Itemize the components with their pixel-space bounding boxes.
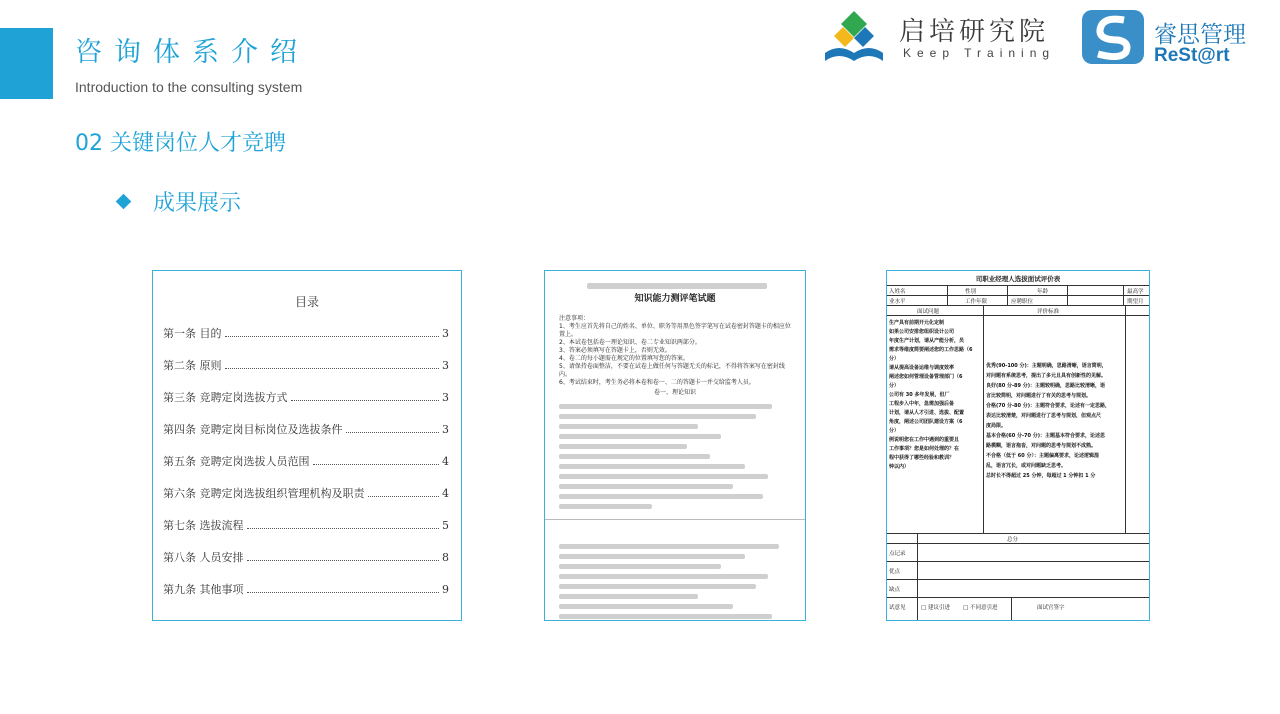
eval-question-line: 角度，阐述公司团队建设方案（6 <box>889 419 963 425</box>
eval-criteria-line: 乱，语言冗长，或对问题缺乏思考。 <box>986 463 1067 469</box>
section-title: 02 关键岗位人才竞聘 <box>75 131 286 156</box>
eval-question-line: 例说明您在工作中遇到的重要且 <box>889 437 960 443</box>
toc-item-page: 3 <box>442 359 449 372</box>
restart-emblem-icon <box>1080 8 1146 66</box>
toc-leader-dots <box>368 496 440 497</box>
toc-item-label: 第九条 其他事项 <box>163 583 244 596</box>
eval-question-line: 工作事项？您是如何处理的？在 <box>889 446 960 452</box>
eval-question-line: 钟以内） <box>889 464 910 470</box>
evaluation-form-thumbnail <box>886 270 1150 621</box>
exam-title: 知识能力测评笔试题 <box>634 294 716 304</box>
toc-leader-dots <box>247 528 440 529</box>
eval-question-line: 分） <box>889 428 900 434</box>
eval-question-line: 分） <box>889 356 900 362</box>
keep-training-emblem-icon <box>823 9 885 65</box>
toc-item-page: 3 <box>442 327 449 340</box>
eval-question-line: 计划，请从人才引进、选拔、配置 <box>889 410 965 416</box>
eval-criteria-line: 不合格（低于 60 分）：主题偏离要求，论述逻辑混 <box>986 453 1099 459</box>
toc-item <box>163 357 449 389</box>
logo2-brand: ReSt@rt <box>1154 45 1230 66</box>
eval-header-question: 面试问题 <box>917 309 940 315</box>
eval-question-line: 阐述您如何管理设备管理部门（6 <box>889 374 963 380</box>
exam-notes <box>559 315 795 387</box>
eval-criteria-line: 良好(80 分-89 分)：主题较明确，思路比较清晰，语 <box>986 383 1106 389</box>
toc-item-page: 4 <box>442 455 449 468</box>
eval-question-line: 分） <box>889 383 900 389</box>
eval-criteria-line: 优秀(90-100 分)：主题明确，思路清晰，语言简明， <box>986 363 1107 369</box>
toc-document-thumbnail <box>152 270 462 621</box>
eval-criteria-line: 度局限。 <box>986 423 1007 429</box>
header-accent-block <box>0 28 53 99</box>
toc-leader-dots <box>247 560 440 561</box>
toc-item <box>163 581 449 613</box>
toc-item-label: 第三条 竞聘定岗选拔方式 <box>163 391 288 404</box>
keep-training-logo <box>823 9 1073 67</box>
diamond-bullet-icon <box>116 194 132 210</box>
eval-total-label: 总分 <box>1007 537 1019 543</box>
toc-leader-dots <box>247 592 440 593</box>
bullet-text: 成果展示 <box>153 191 242 216</box>
eval-interviewer-label: 面试官签字 <box>1037 605 1065 611</box>
toc-item-page: 3 <box>442 423 449 436</box>
toc-list <box>163 325 449 613</box>
toc-item-label: 第七条 选拔流程 <box>163 519 244 532</box>
exam-document-thumbnail <box>544 270 806 621</box>
exam-section-title: 卷一、理论知识 <box>653 389 696 396</box>
toc-leader-dots <box>225 336 440 337</box>
toc-item <box>163 485 449 517</box>
eval-title: 司职业经理人选拔面试评价表 <box>975 275 1061 283</box>
eval-field-age: 年龄 <box>1037 289 1049 295</box>
eval-criteria-line: 对问题有系统思考，提出了多元且具有创新性的见解。 <box>986 373 1107 379</box>
eval-weaknesses-label: 缺点 <box>889 587 901 593</box>
toc-item-label: 第四条 竞聘定岗目标岗位及选拔条件 <box>163 423 343 436</box>
toc-title: 目录 <box>294 295 319 309</box>
exam-note: 1、考生应首先将自己的姓名、单位、职务等用黑色签字笔写在试卷密封答题卡的相应位置上。 <box>559 323 791 338</box>
exam-note: 6、考试结束时，考生务必将本卷和卷一、二的答题卡一并交给监考人员。 <box>559 379 755 386</box>
eval-question-line: 公司有 30 多年发展，但厂 <box>889 392 950 398</box>
toc-leader-dots <box>291 400 440 401</box>
toc-item <box>163 549 449 581</box>
exam-notes-heading: 注意事项： <box>559 315 590 322</box>
toc-item <box>163 453 449 485</box>
toc-leader-dots <box>313 464 440 465</box>
toc-item <box>163 421 449 453</box>
eval-question-line: 程中获得了哪些经验和教训？ <box>889 455 955 461</box>
toc-item-page: 3 <box>442 391 449 404</box>
toc-item-page: 4 <box>442 487 449 500</box>
toc-item-page: 8 <box>442 551 449 564</box>
eval-result-label: 试意见 <box>889 605 906 611</box>
toc-item <box>163 325 449 357</box>
eval-header-criteria: 评价标准 <box>1037 309 1060 315</box>
eval-field-name: 入姓名 <box>889 289 906 295</box>
eval-criteria-line: 表达比较清楚，对问题进行了思考与规划，但观点尺 <box>986 413 1102 419</box>
toc-item-label: 第二条 原则 <box>163 359 222 372</box>
eval-field-years: 工作年限 <box>965 299 988 305</box>
toc-item-page: 5 <box>442 519 449 532</box>
logo2-name: 睿思管理 <box>1154 22 1246 48</box>
toc-item-label: 第六条 竞聘定岗选拔组织管理机构及职责 <box>163 487 365 500</box>
eval-criteria-line: 总时长不得超过 25 分钟，每超过 1 分钟扣 1 分 <box>986 473 1096 479</box>
eval-question-line: 生产具有前期开元化定制 <box>889 320 945 326</box>
exam-note: 4、卷二的每小题需在规定的位置填写您的答案。 <box>559 355 689 362</box>
eval-field-position: 应聘职位 <box>1011 299 1034 305</box>
eval-question-line: 需求等维度简要阐述您的工作思路（6 <box>889 347 973 353</box>
eval-notes-label: 点记录 <box>889 551 906 557</box>
toc-item-label: 第八条 人员安排 <box>163 551 244 564</box>
toc-item <box>163 517 449 549</box>
eval-criteria <box>986 361 1124 481</box>
eval-criteria-line: 合格(70 分-80 分)：主题符合要求，论述有一定思路， <box>986 403 1111 409</box>
eval-grid <box>887 285 1149 620</box>
exam-note: 2、本试卷包括卷一理论知识、卷二专业知识两部分。 <box>559 339 701 346</box>
eval-question-line: 请从提高设备运维与调度效率 <box>889 365 955 371</box>
eval-questions <box>889 319 982 472</box>
page-break-line <box>545 519 805 520</box>
toc-item-label: 第五条 竞聘定岗选拔人员范围 <box>163 455 310 468</box>
eval-criteria-line: 言比较简明，对问题进行了有关的思考与规划。 <box>986 393 1092 399</box>
page-subtitle: Introduction to the consulting system <box>75 79 303 95</box>
exam-note: 3、答案必须填写在答题卡上，否则无效。 <box>559 347 671 354</box>
bullet-heading <box>118 186 241 217</box>
eval-criteria-line: 路模糊，语言拖沓，对问题的思考与规划不成熟。 <box>986 443 1097 449</box>
eval-question-line: 工程步入中年，急需加强后备 <box>889 401 955 407</box>
page-title: 咨询体系介绍 <box>75 37 309 68</box>
exam-blurred-questions-2 <box>559 539 791 621</box>
exam-blurred-questions <box>559 399 791 514</box>
logo1-name: 启培研究院 <box>899 17 1050 47</box>
eval-option-reject: □ 不同意引进 <box>963 605 998 611</box>
toc-item-label: 第一条 目的 <box>163 327 222 340</box>
toc-leader-dots <box>225 368 440 369</box>
eval-criteria-line: 基本合格(60 分-70 分)：主题基本符合要求，论述思 <box>986 433 1106 439</box>
eval-strengths-label: 优点 <box>889 569 901 575</box>
blurred-header <box>587 283 767 289</box>
eval-field-gender: 性别 <box>965 289 977 295</box>
eval-question-line: 如果公司安排您组织设计公司 <box>889 329 955 335</box>
eval-option-hire: □ 建议引进 <box>921 605 950 611</box>
toc-item-page: 9 <box>442 583 449 596</box>
logo1-slogan: Keep Training <box>903 46 1056 60</box>
exam-note: 5、请保持卷面整洁，不要在试卷上做任何与答题无关的标记，不得将答案写在密封线内。 <box>559 363 785 378</box>
eval-field-level: 业水平 <box>889 299 906 305</box>
eval-question-line: 年度生产计划，请从产能分析，员 <box>889 338 965 344</box>
toc-leader-dots <box>346 432 440 433</box>
eval-field-salary: 期望月 <box>1127 299 1144 305</box>
eval-field-education: 最高学 <box>1127 289 1144 295</box>
restart-logo <box>1080 8 1270 68</box>
toc-item <box>163 389 449 421</box>
